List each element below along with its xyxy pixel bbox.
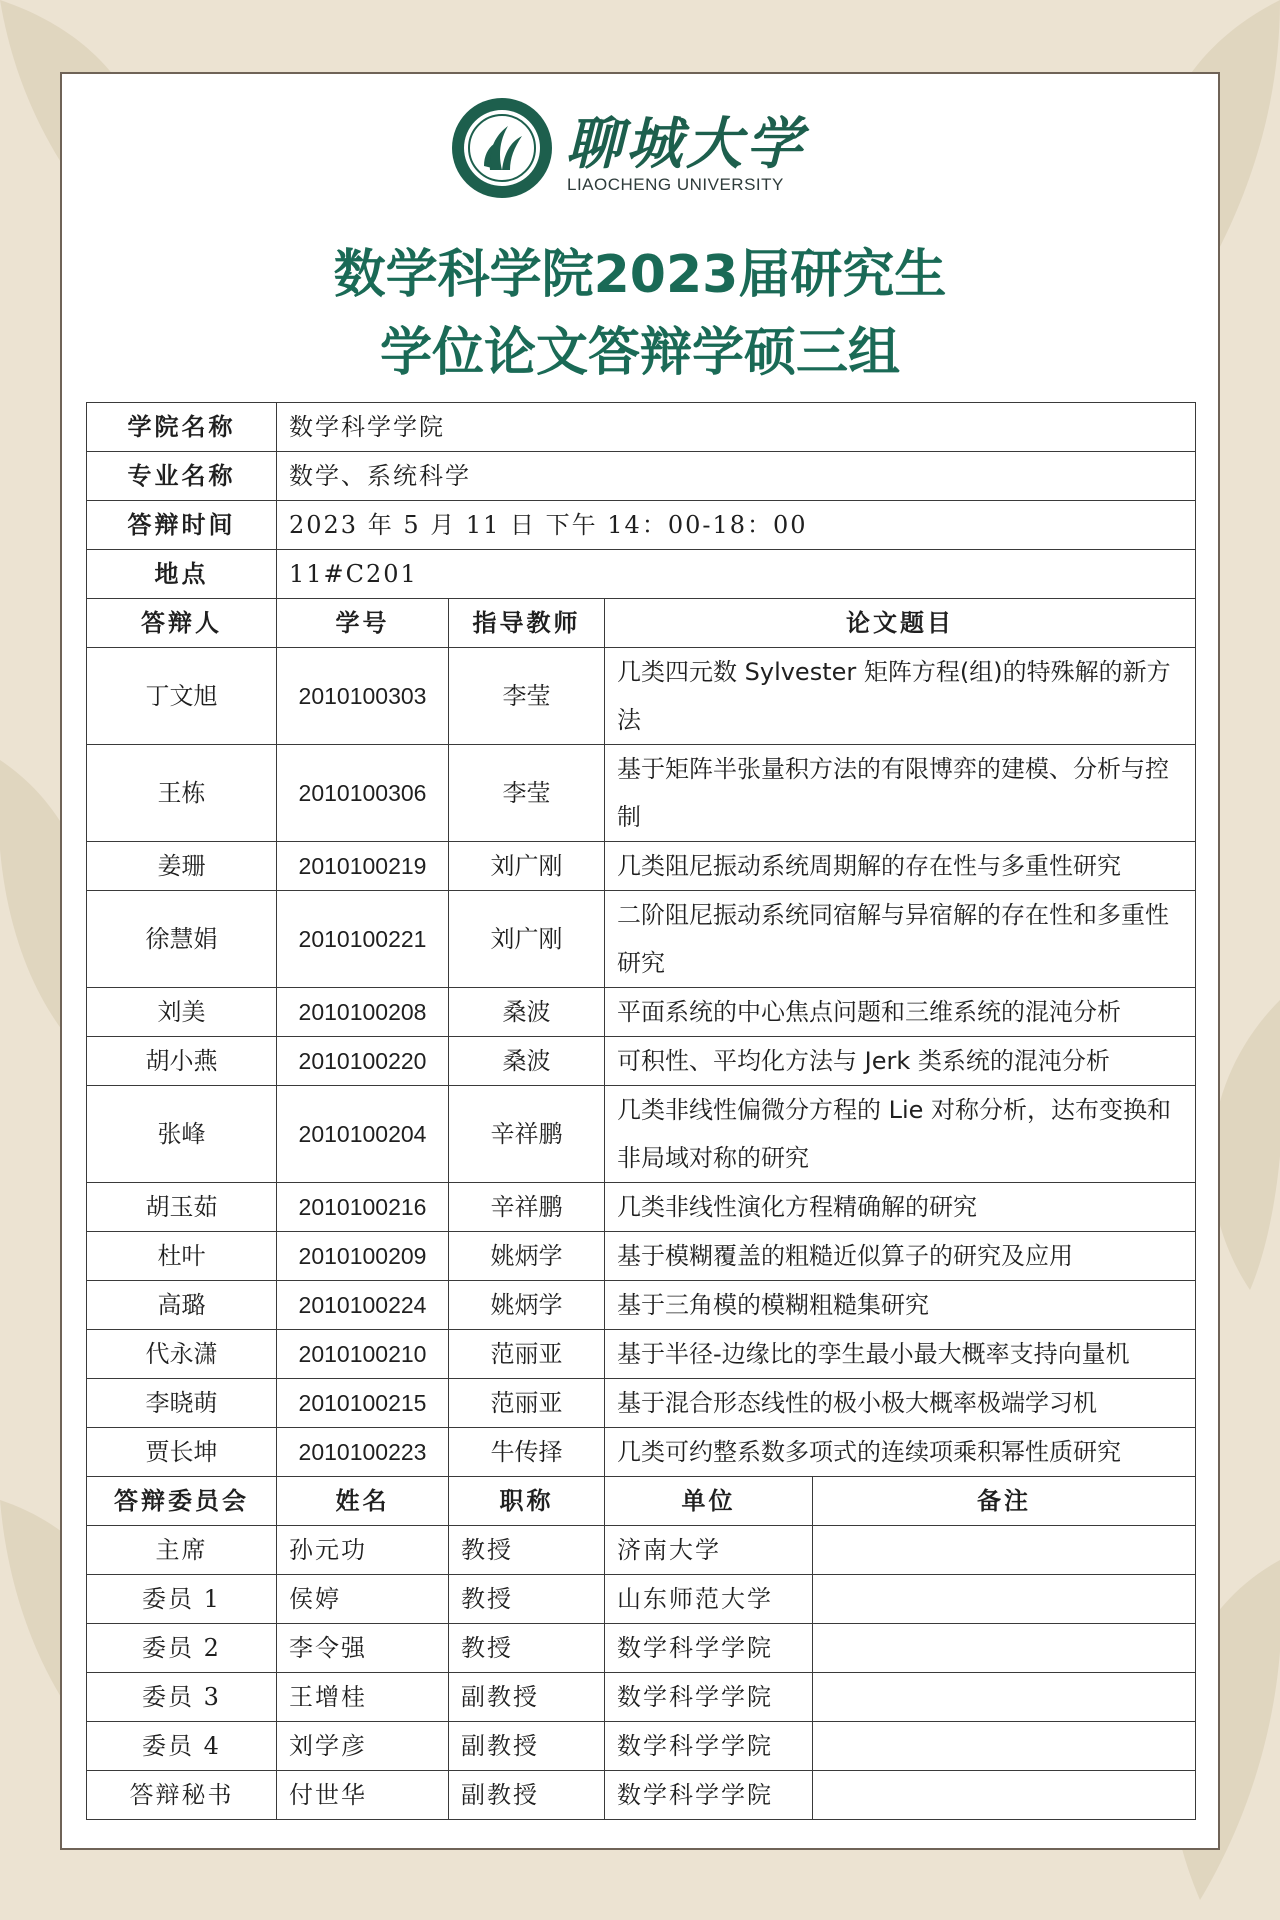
student-name: 贾长坤 [87,1428,277,1477]
committee-role: 委员 1 [87,1575,277,1624]
column-header: 答辩人 [87,599,277,648]
advisor-name: 桑波 [449,988,605,1037]
advisor-name: 姚炳学 [449,1281,605,1330]
member-name: 侯婷 [277,1575,449,1624]
student-name: 丁文旭 [87,648,277,745]
advisor-name: 牛传择 [449,1428,605,1477]
committee-role: 委员 2 [87,1624,277,1673]
member-title: 教授 [449,1526,605,1575]
info-row [87,452,1196,501]
thesis-topic: 基于模糊覆盖的粗糙近似算子的研究及应用 [605,1232,1196,1281]
page-title-line2: 学位论文答辩学硕三组 [379,323,900,383]
committee-row [87,1722,1196,1771]
advisor-name: 辛祥鹏 [449,1183,605,1232]
advisor-name: 李莹 [449,745,605,842]
table-row [87,891,1196,988]
committee-header-row [87,1477,1196,1526]
thesis-topic: 平面系统的中心焦点问题和三维系统的混沌分析 [605,988,1196,1037]
thesis-topic: 基于混合形态线性的极小极大概率极端学习机 [605,1379,1196,1428]
table-row [87,1281,1196,1330]
info-label: 专业名称 [87,452,277,501]
committee-row [87,1771,1196,1820]
table-row [87,1428,1196,1477]
advisor-name: 范丽亚 [449,1379,605,1428]
committee-role: 委员 4 [87,1722,277,1771]
student-id: 2010100221 [277,891,449,988]
member-title: 副教授 [449,1771,605,1820]
student-name: 代永潇 [87,1330,277,1379]
column-header: 学号 [277,599,449,648]
student-id: 2010100220 [277,1037,449,1086]
thesis-topic: 几类四元数 Sylvester 矩阵方程(组)的特殊解的新方法 [605,648,1196,745]
member-title: 副教授 [449,1673,605,1722]
member-note [813,1624,1196,1673]
table-row [87,1086,1196,1183]
member-note [813,1673,1196,1722]
table-row [87,1379,1196,1428]
advisor-name: 辛祥鹏 [449,1086,605,1183]
student-name: 胡小燕 [87,1037,277,1086]
table-row [87,1037,1196,1086]
university-seal-icon [450,96,554,200]
column-header: 答辩委员会 [87,1477,277,1526]
member-unit: 数学科学学院 [605,1673,813,1722]
student-id: 2010100210 [277,1330,449,1379]
info-value: 11#C201 [277,550,1196,599]
student-id: 2010100224 [277,1281,449,1330]
university-logo [450,96,870,206]
student-id: 2010100208 [277,988,449,1037]
info-value: 数学、系统科学 [277,452,1196,501]
thesis-topic: 二阶阻尼振动系统同宿解与异宿解的存在性和多重性研究 [605,891,1196,988]
student-name: 刘美 [87,988,277,1037]
thesis-topic: 基于三角模的模糊粗糙集研究 [605,1281,1196,1330]
student-id: 2010100216 [277,1183,449,1232]
table-row [87,1232,1196,1281]
committee-row [87,1624,1196,1673]
student-name: 杜叶 [87,1232,277,1281]
committee-role: 委员 3 [87,1673,277,1722]
student-id: 2010100219 [277,842,449,891]
info-row [87,403,1196,452]
thesis-topic: 几类阻尼振动系统周期解的存在性与多重性研究 [605,842,1196,891]
member-unit: 数学科学学院 [605,1771,813,1820]
thesis-topic: 几类非线性偏微分方程的 Lie 对称分析，达布变换和非局域对称的研究 [605,1086,1196,1183]
member-note [813,1575,1196,1624]
info-row [87,501,1196,550]
thesis-topic: 可积性、平均化方法与 Jerk 类系统的混沌分析 [605,1037,1196,1086]
member-unit: 济南大学 [605,1526,813,1575]
column-header: 指导教师 [449,599,605,648]
column-header: 姓名 [277,1477,449,1526]
student-name: 胡玉茹 [87,1183,277,1232]
university-name-cn: 聊城大学 [566,111,806,177]
committee-role: 答辩秘书 [87,1771,277,1820]
advisor-name: 刘广刚 [449,891,605,988]
table-row [87,988,1196,1037]
member-name: 刘学彦 [277,1722,449,1771]
thesis-topic: 基于矩阵半张量积方法的有限博弈的建模、分析与控制 [605,745,1196,842]
member-name: 王增桂 [277,1673,449,1722]
poster-card [60,72,1220,1850]
thesis-topic: 几类非线性演化方程精确解的研究 [605,1183,1196,1232]
member-title: 副教授 [449,1722,605,1771]
university-name-en: LIAOCHENG UNIVERSITY [567,175,784,194]
student-name: 徐慧娟 [87,891,277,988]
info-value: 数学科学学院 [277,403,1196,452]
table-row [87,745,1196,842]
member-note [813,1526,1196,1575]
member-name: 孙元功 [277,1526,449,1575]
member-name: 付世华 [277,1771,449,1820]
info-value: 2023 年 5 月 11 日 下午 14：00-18：00 [277,501,1196,550]
committee-row [87,1526,1196,1575]
table-row [87,842,1196,891]
student-id: 2010100209 [277,1232,449,1281]
info-label: 学院名称 [87,403,277,452]
advisor-name: 刘广刚 [449,842,605,891]
committee-role: 主席 [87,1526,277,1575]
info-label: 答辩时间 [87,501,277,550]
advisor-name: 范丽亚 [449,1330,605,1379]
student-name: 王栋 [87,745,277,842]
column-header: 备注 [813,1477,1196,1526]
student-id: 2010100215 [277,1379,449,1428]
member-name: 李令强 [277,1624,449,1673]
student-name: 姜珊 [87,842,277,891]
info-label: 地点 [87,550,277,599]
member-note [813,1722,1196,1771]
column-header: 职称 [449,1477,605,1526]
student-id: 2010100223 [277,1428,449,1477]
member-title: 教授 [449,1575,605,1624]
table-row [87,648,1196,745]
advisor-name: 姚炳学 [449,1232,605,1281]
table-row [87,1330,1196,1379]
advisor-name: 李莹 [449,648,605,745]
member-note [813,1771,1196,1820]
member-unit: 数学科学学院 [605,1624,813,1673]
column-header: 论文题目 [605,599,1196,648]
table-row [87,1183,1196,1232]
student-id: 2010100204 [277,1086,449,1183]
page-title-line1: 数学科学院2023届研究生 [333,245,947,305]
thesis-topic: 几类可约整系数多项式的连续项乘积幂性质研究 [605,1428,1196,1477]
student-id: 2010100303 [277,648,449,745]
student-id: 2010100306 [277,745,449,842]
student-name: 高璐 [87,1281,277,1330]
member-title: 教授 [449,1624,605,1673]
student-name: 张峰 [87,1086,277,1183]
defense-schedule-table [86,402,1196,1820]
committee-row [87,1575,1196,1624]
students-header-row [87,599,1196,648]
column-header: 单位 [605,1477,813,1526]
member-unit: 数学科学学院 [605,1722,813,1771]
student-name: 李晓萌 [87,1379,277,1428]
info-row [87,550,1196,599]
thesis-topic: 基于半径-边缘比的孪生最小最大概率支持向量机 [605,1330,1196,1379]
advisor-name: 桑波 [449,1037,605,1086]
member-unit: 山东师范大学 [605,1575,813,1624]
committee-row [87,1673,1196,1722]
